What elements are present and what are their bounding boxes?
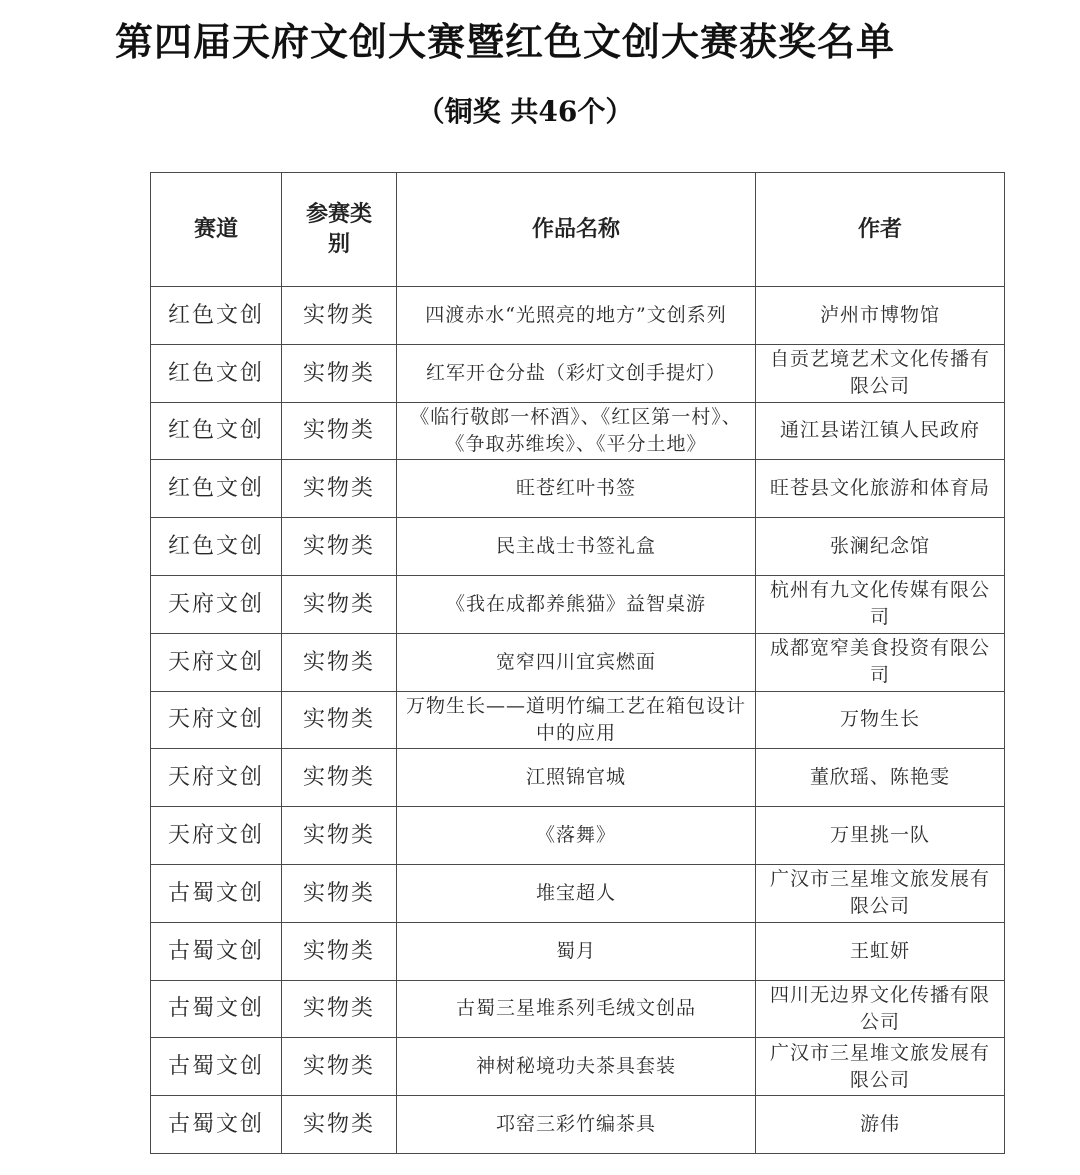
cell-category: 实物类 [282,460,397,518]
table-row [151,1038,1005,1096]
cell-category: 实物类 [282,980,397,1038]
cell-author: 张澜纪念馆 [756,518,1005,576]
cell-work: 红军开仓分盐（彩灯文创手提灯） [397,344,756,402]
cell-work: 《落舞》 [397,807,756,865]
cell-author: 自贡艺境艺术文化传播有限公司 [756,344,1005,402]
header-category: 参赛类别 [282,173,397,287]
cell-work: 民主战士书签礼盒 [397,518,756,576]
cell-track: 红色文创 [151,518,282,576]
cell-category: 实物类 [282,518,397,576]
table-row [151,460,1005,518]
header-author: 作者 [756,173,1005,287]
header-work: 作品名称 [397,173,756,287]
cell-author: 广汉市三星堆文旅发展有限公司 [756,864,1005,922]
cell-author: 董欣瑶、陈艳雯 [756,749,1005,807]
table-row [151,691,1005,749]
table-row [151,287,1005,345]
cell-category: 实物类 [282,287,397,345]
table-row [151,402,1005,460]
document-title: 第四届天府文创大赛暨红色文创大赛获奖名单 [114,19,895,64]
cell-category: 实物类 [282,749,397,807]
table-row [151,749,1005,807]
table-row [151,922,1005,980]
cell-category: 实物类 [282,922,397,980]
cell-author: 泸州市博物馆 [756,287,1005,345]
cell-category: 实物类 [282,344,397,402]
cell-work: 邛窑三彩竹编茶具 [397,1096,756,1154]
table-header-row [151,173,1005,287]
table-row [151,518,1005,576]
table-row [151,575,1005,633]
cell-track: 天府文创 [151,633,282,691]
cell-author: 旺苍县文化旅游和体育局 [756,460,1005,518]
cell-work: 神树秘境功夫茶具套装 [397,1038,756,1096]
table-row [151,980,1005,1038]
table-row [151,344,1005,402]
cell-author: 通江县诺江镇人民政府 [756,402,1005,460]
table-row [151,807,1005,865]
cell-author: 游伟 [756,1096,1005,1154]
cell-category: 实物类 [282,575,397,633]
cell-track: 古蜀文创 [151,864,282,922]
table-row [151,864,1005,922]
cell-track: 古蜀文创 [151,1096,282,1154]
award-table [150,172,1005,1154]
table-row [151,1096,1005,1154]
cell-work: 《临行敬郎一杯酒》、《红区第一村》、《争取苏维埃》、《平分土地》 [397,402,756,460]
cell-category: 实物类 [282,807,397,865]
cell-category: 实物类 [282,1038,397,1096]
cell-author: 广汉市三星堆文旅发展有限公司 [756,1038,1005,1096]
cell-track: 天府文创 [151,749,282,807]
cell-track: 红色文创 [151,402,282,460]
cell-category: 实物类 [282,1096,397,1154]
document-subtitle: （铜奖 共46个） [416,95,634,128]
cell-category: 实物类 [282,864,397,922]
cell-work: 蜀月 [397,922,756,980]
cell-track: 天府文创 [151,575,282,633]
cell-author: 王虹妍 [756,922,1005,980]
cell-work: 江照锦官城 [397,749,756,807]
cell-track: 红色文创 [151,344,282,402]
cell-author: 万物生长 [756,691,1005,749]
cell-track: 红色文创 [151,460,282,518]
cell-work: 堆宝超人 [397,864,756,922]
cell-track: 古蜀文创 [151,980,282,1038]
cell-author: 万里挑一队 [756,807,1005,865]
cell-track: 天府文创 [151,691,282,749]
cell-work: 四渡赤水“光照亮的地方”文创系列 [397,287,756,345]
cell-author: 成都宽窄美食投资有限公司 [756,633,1005,691]
cell-category: 实物类 [282,402,397,460]
cell-author: 杭州有九文化传媒有限公司 [756,575,1005,633]
cell-track: 古蜀文创 [151,922,282,980]
cell-category: 实物类 [282,691,397,749]
cell-work: 万物生长——道明竹编工艺在箱包设计中的应用 [397,691,756,749]
cell-author: 四川无边界文化传播有限公司 [756,980,1005,1038]
cell-work: 《我在成都养熊猫》益智桌游 [397,575,756,633]
cell-work: 旺苍红叶书签 [397,460,756,518]
cell-work: 古蜀三星堆系列毛绒文创品 [397,980,756,1038]
cell-track: 古蜀文创 [151,1038,282,1096]
cell-work: 宽窄四川宜宾燃面 [397,633,756,691]
cell-category: 实物类 [282,633,397,691]
cell-track: 红色文创 [151,287,282,345]
table-row [151,633,1005,691]
cell-track: 天府文创 [151,807,282,865]
header-track: 赛道 [151,173,282,287]
